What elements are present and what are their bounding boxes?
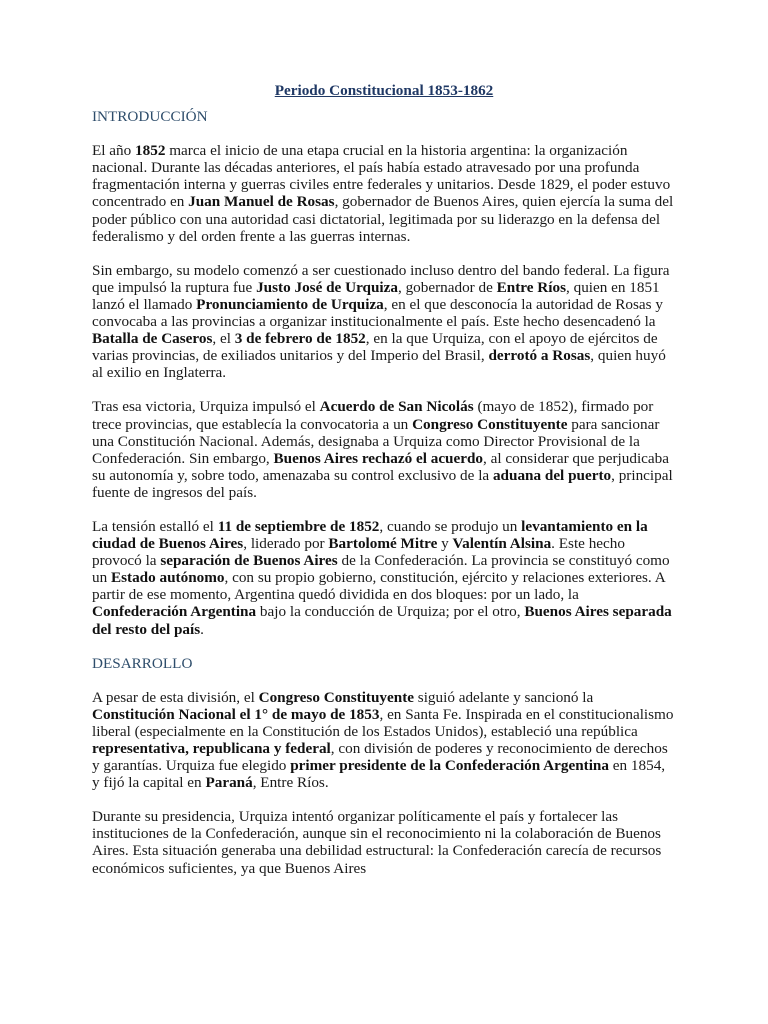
text-run: . xyxy=(200,620,204,638)
bold-text: aduana del puerto xyxy=(492,466,612,484)
bold-text: Justo José de Urquiza xyxy=(256,278,398,296)
text-run: , al considerar que perjudicaba su autonomía y, sobre todo, amenazaba su control exclusivo de la xyxy=(92,449,669,484)
text-run: en 1854, y fijó la capital en xyxy=(92,757,666,792)
text-run: de la Confederación. La provincia se constituyó como un xyxy=(92,552,670,587)
bold-text: Juan Manuel de Rosas xyxy=(188,193,335,211)
text-run: , en el que desconocía la autoridad de Rosas y convocaba a las provincias a organizar institucionalmente el país. Este hecho desencadenó la xyxy=(92,295,663,331)
document-body xyxy=(92,82,676,894)
bold-text: 3 de febrero de 1852 xyxy=(234,330,366,348)
paragraph xyxy=(92,808,676,876)
text-run: , gobernador de Buenos Aires, quien ejercía la suma del poder público con una autoridad casi dictatorial, legitimada por su liderazgo en la defensa del federalismo y del orden frente a las guerras internas. xyxy=(92,193,674,245)
paragraph xyxy=(92,518,676,638)
text-run: , principal fuente de ingresos del país. xyxy=(92,466,673,501)
bold-text: Buenos Aires separada del resto del país xyxy=(92,603,672,638)
bold-text: 1852 xyxy=(135,142,166,160)
text-run: , gobernador de xyxy=(397,278,497,296)
text-run: Durante su presidencia, Urquiza intentó organizar políticamente el país y fortalecer las instituciones de la Confederación, aunque sin el reconocimiento ni la colaboración de Buenos Aires. Esta situación generaba una debilidad estructural: la Confederación carecía de recursos económicos suficientes, ya que Buenos Aires xyxy=(92,808,662,877)
bold-text: Confederación Argentina xyxy=(92,603,257,621)
text-run: , quien en 1851 lanzó el llamado xyxy=(92,278,660,313)
bold-text: 11 de septiembre de 1852 xyxy=(217,517,380,535)
bold-text: Paraná xyxy=(205,774,253,792)
bold-text: Batalla de Caseros xyxy=(92,330,213,348)
bold-text: Constitución Nacional el 1° de mayo de 1853 xyxy=(92,705,380,723)
bold-text: Valentín Alsina xyxy=(452,535,552,553)
section-heading: DESARROLLO xyxy=(92,654,193,672)
text-run: , con su propio gobierno, constitución, ejército y relaciones exteriores. A partir de ese momento, Argentina quedó dividida en dos bloques: por un lado, la xyxy=(92,569,665,604)
text-run: Sin embargo, su modelo comenzó a ser cuestionado incluso dentro del bando federal. La figura que impulsó la ruptura fue xyxy=(92,261,670,296)
bold-text: levantamiento en la ciudad de Buenos Aires xyxy=(92,517,648,553)
bold-text: primer presidente de la Confederación Argentina xyxy=(290,757,609,775)
bold-text: Acuerdo de San Nicolás xyxy=(319,398,474,416)
text-run: (mayo de 1852), firmado por trece provincias, que establecía la convocatoria a un xyxy=(92,398,654,433)
text-run: , en Santa Fe. Inspirada en el constitucionalismo liberal (especialmente en la Constitución de los Estados Unidos), estableció una república xyxy=(92,705,674,740)
bold-text: separación de Buenos Aires xyxy=(160,552,338,570)
paragraph xyxy=(92,142,676,245)
text-run: El año xyxy=(92,142,136,160)
bold-text: Bartolomé Mitre xyxy=(328,535,438,553)
text-run: , liderado por xyxy=(243,535,329,553)
bold-text: Buenos Aires rechazó el acuerdo xyxy=(273,449,484,467)
text-run: , cuando se produjo un xyxy=(379,517,522,535)
bold-text: derrotó a Rosas xyxy=(488,347,591,365)
text-run: siguió adelante y sancionó la xyxy=(414,688,594,706)
text-run: , Entre Ríos. xyxy=(252,774,329,792)
paragraph xyxy=(92,262,676,382)
bold-text: Entre Ríos xyxy=(496,278,567,296)
text-run: , en la que Urquiza, con el apoyo de ejércitos de varias provincias, de exiliados unitarios y del Imperio del Brasil, xyxy=(92,330,658,365)
section-heading: INTRODUCCIÓN xyxy=(92,108,208,126)
paragraph xyxy=(92,689,676,792)
text-run: Tras esa victoria, Urquiza impulsó el xyxy=(92,398,320,416)
bold-text: Congreso Constituyente xyxy=(258,688,414,706)
text-run: La tensión estalló el xyxy=(92,517,218,535)
text-run: , quien huyó al exilio en Inglaterra. xyxy=(92,347,666,382)
bold-text: Estado autónomo xyxy=(110,569,225,587)
text-run: . Este hecho provocó la xyxy=(92,535,625,570)
bold-text: Congreso Constituyente xyxy=(412,415,568,433)
text-run: para sancionar una Constitución Nacional. Además, designaba a Urquiza como Director Provisional de la Confederación. Sin embargo, xyxy=(92,415,660,467)
bold-text: representativa, republicana y federal xyxy=(92,740,331,757)
text-run: A pesar de esta división, el xyxy=(92,688,259,706)
text-run: marca el inicio de una etapa crucial en la historia argentina: la organización nacional. Durante las décadas anteriores, el país había estado atravesado por una profunda fragmentación interna y guerras civiles entre federales y unitarios. Desde 1829, el poder estuvo concentrado en xyxy=(92,142,671,211)
document-sections xyxy=(92,108,676,877)
text-run: , con división de poderes y reconocimiento de derechos y garantías. Urquiza fue elegido xyxy=(92,740,668,775)
paragraph xyxy=(92,398,676,501)
document-title: Periodo Constitucional 1853-1862 xyxy=(274,82,494,99)
text-run: bajo la conducción de Urquiza; por el otro, xyxy=(256,603,525,621)
text-run: , el xyxy=(212,330,235,348)
text-run: y xyxy=(437,535,453,553)
bold-text: Pronunciamiento de Urquiza xyxy=(196,295,384,313)
